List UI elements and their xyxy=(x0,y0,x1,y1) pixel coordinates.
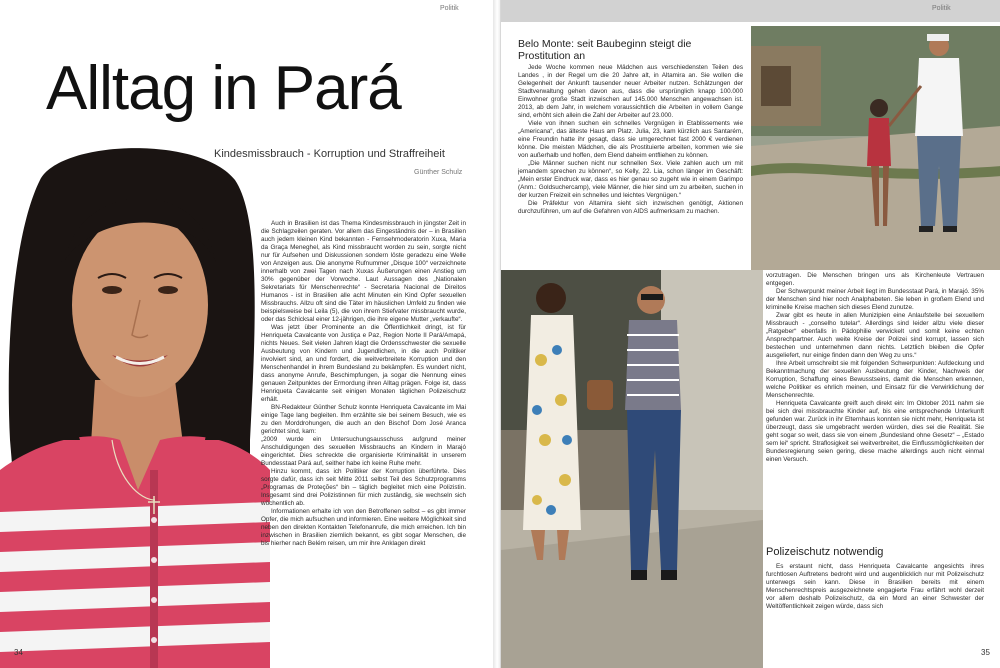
article-title: Alltag in Pará xyxy=(46,54,401,123)
page-gutter xyxy=(493,0,500,668)
paragraph: Was jetzt über Prominente an die Öffentlichkeit dringt, ist für Henriqueta Cavalcante von Justiça e Paz, Region Norte II Pará/Amapá, nichts Neues. Seit vielen Jahren klagt die Ordensschwester die sexuelle Ausbeutung von Kindern und Jugendlichen, in die auch Politiker involviert sind, an und fordert, die weitverbreitete Korruption und den Menschenhandel in ihrem Bundesland zu bekämpfen. Es wundert nicht, dass anonyme Anrufe, Beschimpfungen, ja sogar die Nennung eines genauen Zeitpunktes der Ermordung ihren Alltag prägen. Folge ist, dass Henriqueta Cavalcante seit einigen Monaten täglichen Polizeischutz erhält. xyxy=(261,324,466,403)
page-number: 34 xyxy=(14,648,23,657)
paragraph: Hinzu kommt, dass ich Politiker der Korruption überführte. Dies sorgte dafür, dass ich seit Mitte 2011 selbst Teil des Schutzprogramms „Programas de Proteções“ bin – täglich begleitet mich eine Polizistin. Insgesamt sind drei Polizistinnen für mich zuständig, sie wechseln sich wöchentlich ab. xyxy=(261,468,466,507)
section-subhead: Polizeischutz notwendig xyxy=(766,546,884,558)
paragraph: Auch in Brasilien ist das Thema Kindesmissbrauch in jüngster Zeit in die Schlagzeilen geraten. Vor allem das Eingeständnis der – in Brasilien auch jedem kleinen Kind bekannten - Fernsehmoderatorin Xuxa, Maria da Graça Meneghel, als Kind missbraucht worden zu sein, sorgte nicht nur für Aufsehen und Diskussionen sondern löste geradezu eine Welle von Anzeigen aus. Die anonyme Rufnummer „Disque 100“ verzeichnete innerhalb von zwei Tagen nach Xuxas Äußerungen einen Anstieg um 30% gegenüber der Vorwoche. Laut Aussagen des „Nationalen Sekretariats für Menschenrechte“ - Secretaria Nacional de Direitos Humanos - ist in Brasilien alle acht Minuten ein Kind Opfer sexuellen Missbrauchs. Allzu oft sind die Täter im häuslichen Umfeld zu finden wie beispielsweise bei Leila (5), die von ihrem Stiefvater missbraucht wurde, oder das Schicksal einer 12-jährigen, die ihre eigene Mutter „verkaufte“. xyxy=(261,220,466,323)
section-label: Politik xyxy=(932,5,951,12)
paragraph: „2009 wurde ein Untersuchungsausschuss aufgrund meiner Anschuldigungen des sexuellen Missbrauchs an Kindern in Marajó eingerichtet. Dies schreckte die organisierte Kriminalität in unserem Bundesstaat Pará auf, seither habe ich keine Ruhe mehr. xyxy=(261,436,466,467)
article-body-column xyxy=(766,272,984,542)
paragraph: Der Schwerpunkt meiner Arbeit liegt im Bundesstaat Pará, in Marajó. 35% der Menschen sind hier noch Analphabeten. Sie leben in großem Elend und kriminelle Kreise machen sich dieses Elend zunutze. xyxy=(766,288,984,311)
article-body-column xyxy=(261,220,466,635)
right-page xyxy=(500,0,1000,668)
women-walking-photo xyxy=(501,270,763,668)
article-author: Günther Schulz xyxy=(414,169,463,176)
paragraph: Zwar gibt es heute in allen Munizipien eine Anlaufstelle bei sexuellem Missbrauch - „conselho tutelar“. Allerdings sind leider allzu viele dieser „Ratgeber“ ebenfalls in Pädophilie verwickelt und somit keine echten Ansprechpartner. Auch weite Kreise der Polizei sind korrupt, lassen sich bestechen und unternehmen dann nichts. Letztlich bleiben die Opfer ausgeliefert, nur einige finden dann den Weg zu uns.“ xyxy=(766,312,984,359)
paragraph: „Die Männer suchen nicht nur schnellen Sex. Viele zahlen auch um mit jemandem sprechen zu können“, so Kelly, 22. Lia, schon länger im Geschäft: „Mein erster Eindruck war, dass es hier genau so zugeht wie in einem Garimpo (Anm.: Goldsuchercamp), viele Männer, die hier sind um zu arbeiten, suchen in der kurzen Freizeit ein schnelles und leichtes Vergnügen.“ xyxy=(518,160,743,199)
paragraph: Ihre Arbeit umschreibt sie mit folgenden Schwerpunkten: Aufdeckung und Bekanntmachung der sexuellen Ausbeutung der Kinder, Nachweis der Korruption, Schaffung eines Bewusstseins, damit die Menschen erkennen, welche Politiker es ehrlich meinen, und Einsatz für die Verwirklichung der Menschenrechte. xyxy=(766,360,984,399)
paragraph: Informationen erhalte ich von den Betroffenen selbst – es gibt immer Opfer, die mich aufsuchen und informieren. Eine weitere Möglichkeit sind neben den direkten Kontakten Telefonanrufe, die mich erreichen. Ich bin inzwischen in Brasilien ziemlich bekannt, es gibt sogar Menschen, die bis hierher nach Belém reisen, um mir ihre Anklagen direkt xyxy=(261,508,466,547)
paragraph: Viele von ihnen suchen ein schnelles Vergnügen in Etablissements wie „Americana“, das älteste Haus am Platz. Julia, 23, kam kürzlich aus Santarém, eine Freundin hatte ihr gesagt, dass sie umgerechnet fast 2000 € verdienen könne. Die meisten Mädchen, die als Prostituierte arbeiten, kommen wie sie von außerhalb und hoffen, dem Elend daheim entfliehen zu können. xyxy=(518,120,743,159)
page-number: 35 xyxy=(981,648,990,657)
street-photo xyxy=(751,26,1000,270)
paragraph: Henriqueta Cavalcante greift auch direkt ein: Im Oktober 2011 nahm sie bei sich drei missbrauchte Kinder auf, bis eine entsprechende Unterkunft gefunden war. Zurück in ihr Elternhaus konnten sie nicht mehr, Henriqueta ist überzeugt, dass sie umgebracht werden würden, dies sei die Realität. Sie geht sogar so weit, dass sie von einem „Bundesland ohne Gesetz“ – „Estado sem lei“ spricht. Straflosigkeit sei weitverbreitet, die Einflussmöglichkeiten der Bundesregierung seien gering, diese mache allerdings auch nicht einmal einen Versuch. xyxy=(766,400,984,463)
article-subtitle: Kindesmissbrauch - Korruption und Straffreiheit xyxy=(214,148,445,160)
paragraph: Jede Woche kommen neue Mädchen aus verschiedensten Teilen des Landes , in der Regel um die 20 Jahre alt, in Altamira an. Sie wollen die Gelegenheit der Ankunft tausender neuer Arbeiter nutzen. Schätzungen der Stadtverwaltung gehen davon aus, dass die ursprünglich knapp 100.000 Einwohner große Stadt inzwischen auf 145.000 Menschen angewachsen ist. 2013, ab dem Jahr, in welchem voraussichtlich die Arbeiten in vollem Gange sind, erhöht sich allein die Zahl der Arbeiter auf 23.000. xyxy=(518,64,743,119)
paragraph: Die Präfektur von Altamira sieht sich inzwischen genötigt, Aktionen durchzuführen, um auf die Gefahren von AIDS aufmerksam zu machen. xyxy=(518,200,743,215)
left-page xyxy=(0,0,493,668)
article-body-column xyxy=(766,563,984,629)
sidebar-body xyxy=(518,64,743,264)
paragraph: BN-Redakteur Günther Schulz konnte Henriqueta Cavalcante im Mai einige Tage lang begleiten. Ihm erzählte sie bei seinem Besuch, wie es zu den Morddrohungen, die auch an den Bischof Dom José Aranca gerichtet sind, kam: xyxy=(261,404,466,435)
portrait-photo xyxy=(0,140,270,668)
header-band xyxy=(501,0,1000,22)
paragraph: Es erstaunt nicht, dass Henriqueta Cavalcante angesichts ihres furchtlosen Auftretens bedroht wird und augenblicklich nur mit Polizeischutz unterwegs sein kann. Diese in Brasilien bereits mit einem Menschenrechtspreis ausgezeichnete engagierte Frau erfährt wohl derzeit vor allem deshalb Polizeischutz, da ein Mord an einer Schwester der Weltöffentlichkeit zeigen würde, dass sich xyxy=(766,563,984,610)
paragraph: vorzutragen. Die Menschen bringen uns als Kirchenleute Vertrauen entgegen. xyxy=(766,272,984,287)
sidebar-headline: Belo Monte: seit Baubeginn steigt die Prostitution an xyxy=(518,38,692,62)
section-label: Politik xyxy=(440,5,459,12)
